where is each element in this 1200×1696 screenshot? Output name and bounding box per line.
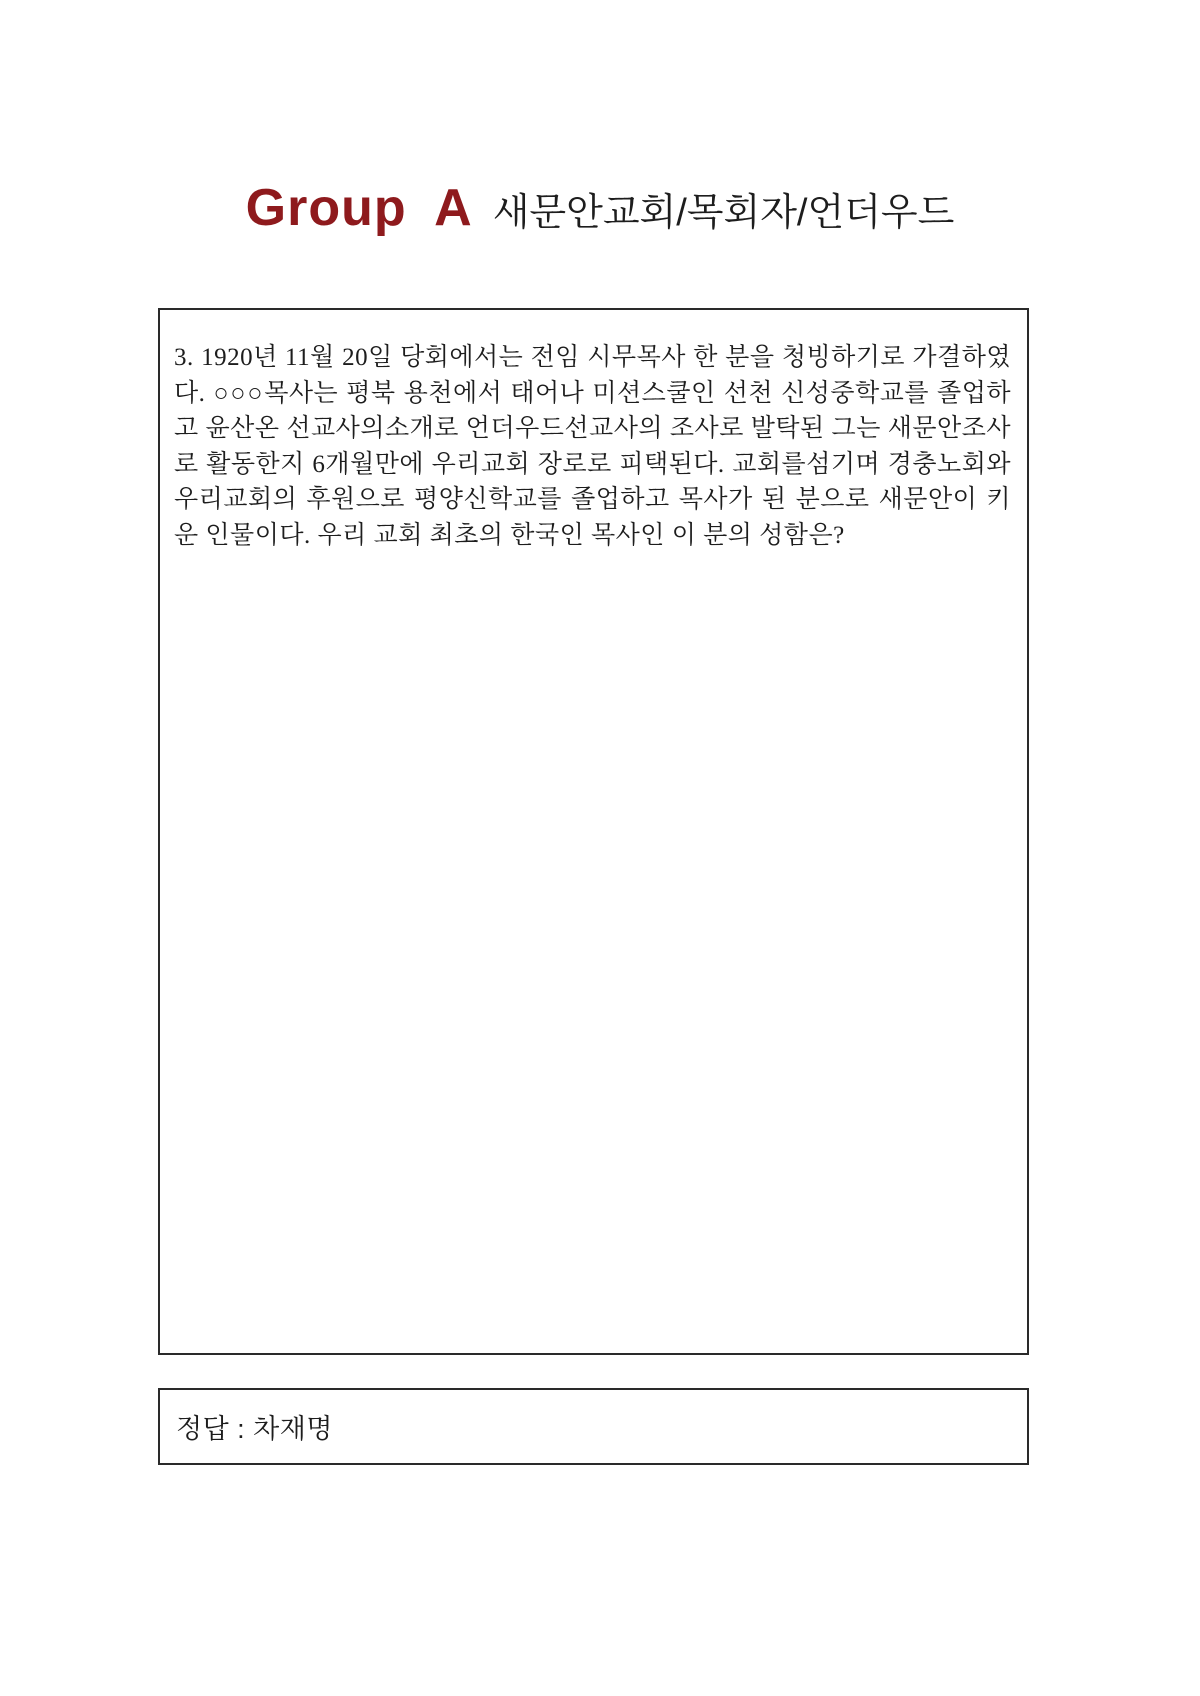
title-subtitle: 새문안교회/목회자/언더우드	[492, 192, 955, 234]
group-label: Group A	[245, 179, 473, 237]
page-title	[0, 178, 1200, 238]
question-box	[158, 308, 1029, 1355]
answer-text: 정답 : 차재명	[176, 1414, 333, 1444]
question-text: 3. 1920년 11월 20일 당회에서는 전임 시무목사 한 분을 청빙하기로 가결하였다. ○○○목사는 평북 용천에서 태어나 미션스쿨인 선천 신성중학교를 졸업하고 윤산온 선교사의소개로 언더우드선교사의 조사로 발탁된 그는 새문안조사로 활동한지 6개월만에 우리교회 장로로 피택된다. 교회를섬기며 경충노회와 우리교회의 후원으로 평양신학교를 졸업하고 목사가 된 분으로 새문안이 키운 인물이다. 우리 교회 최초의 한국인 목사인 이 분의 성함은?	[174, 344, 1011, 549]
answer-box	[158, 1388, 1029, 1465]
